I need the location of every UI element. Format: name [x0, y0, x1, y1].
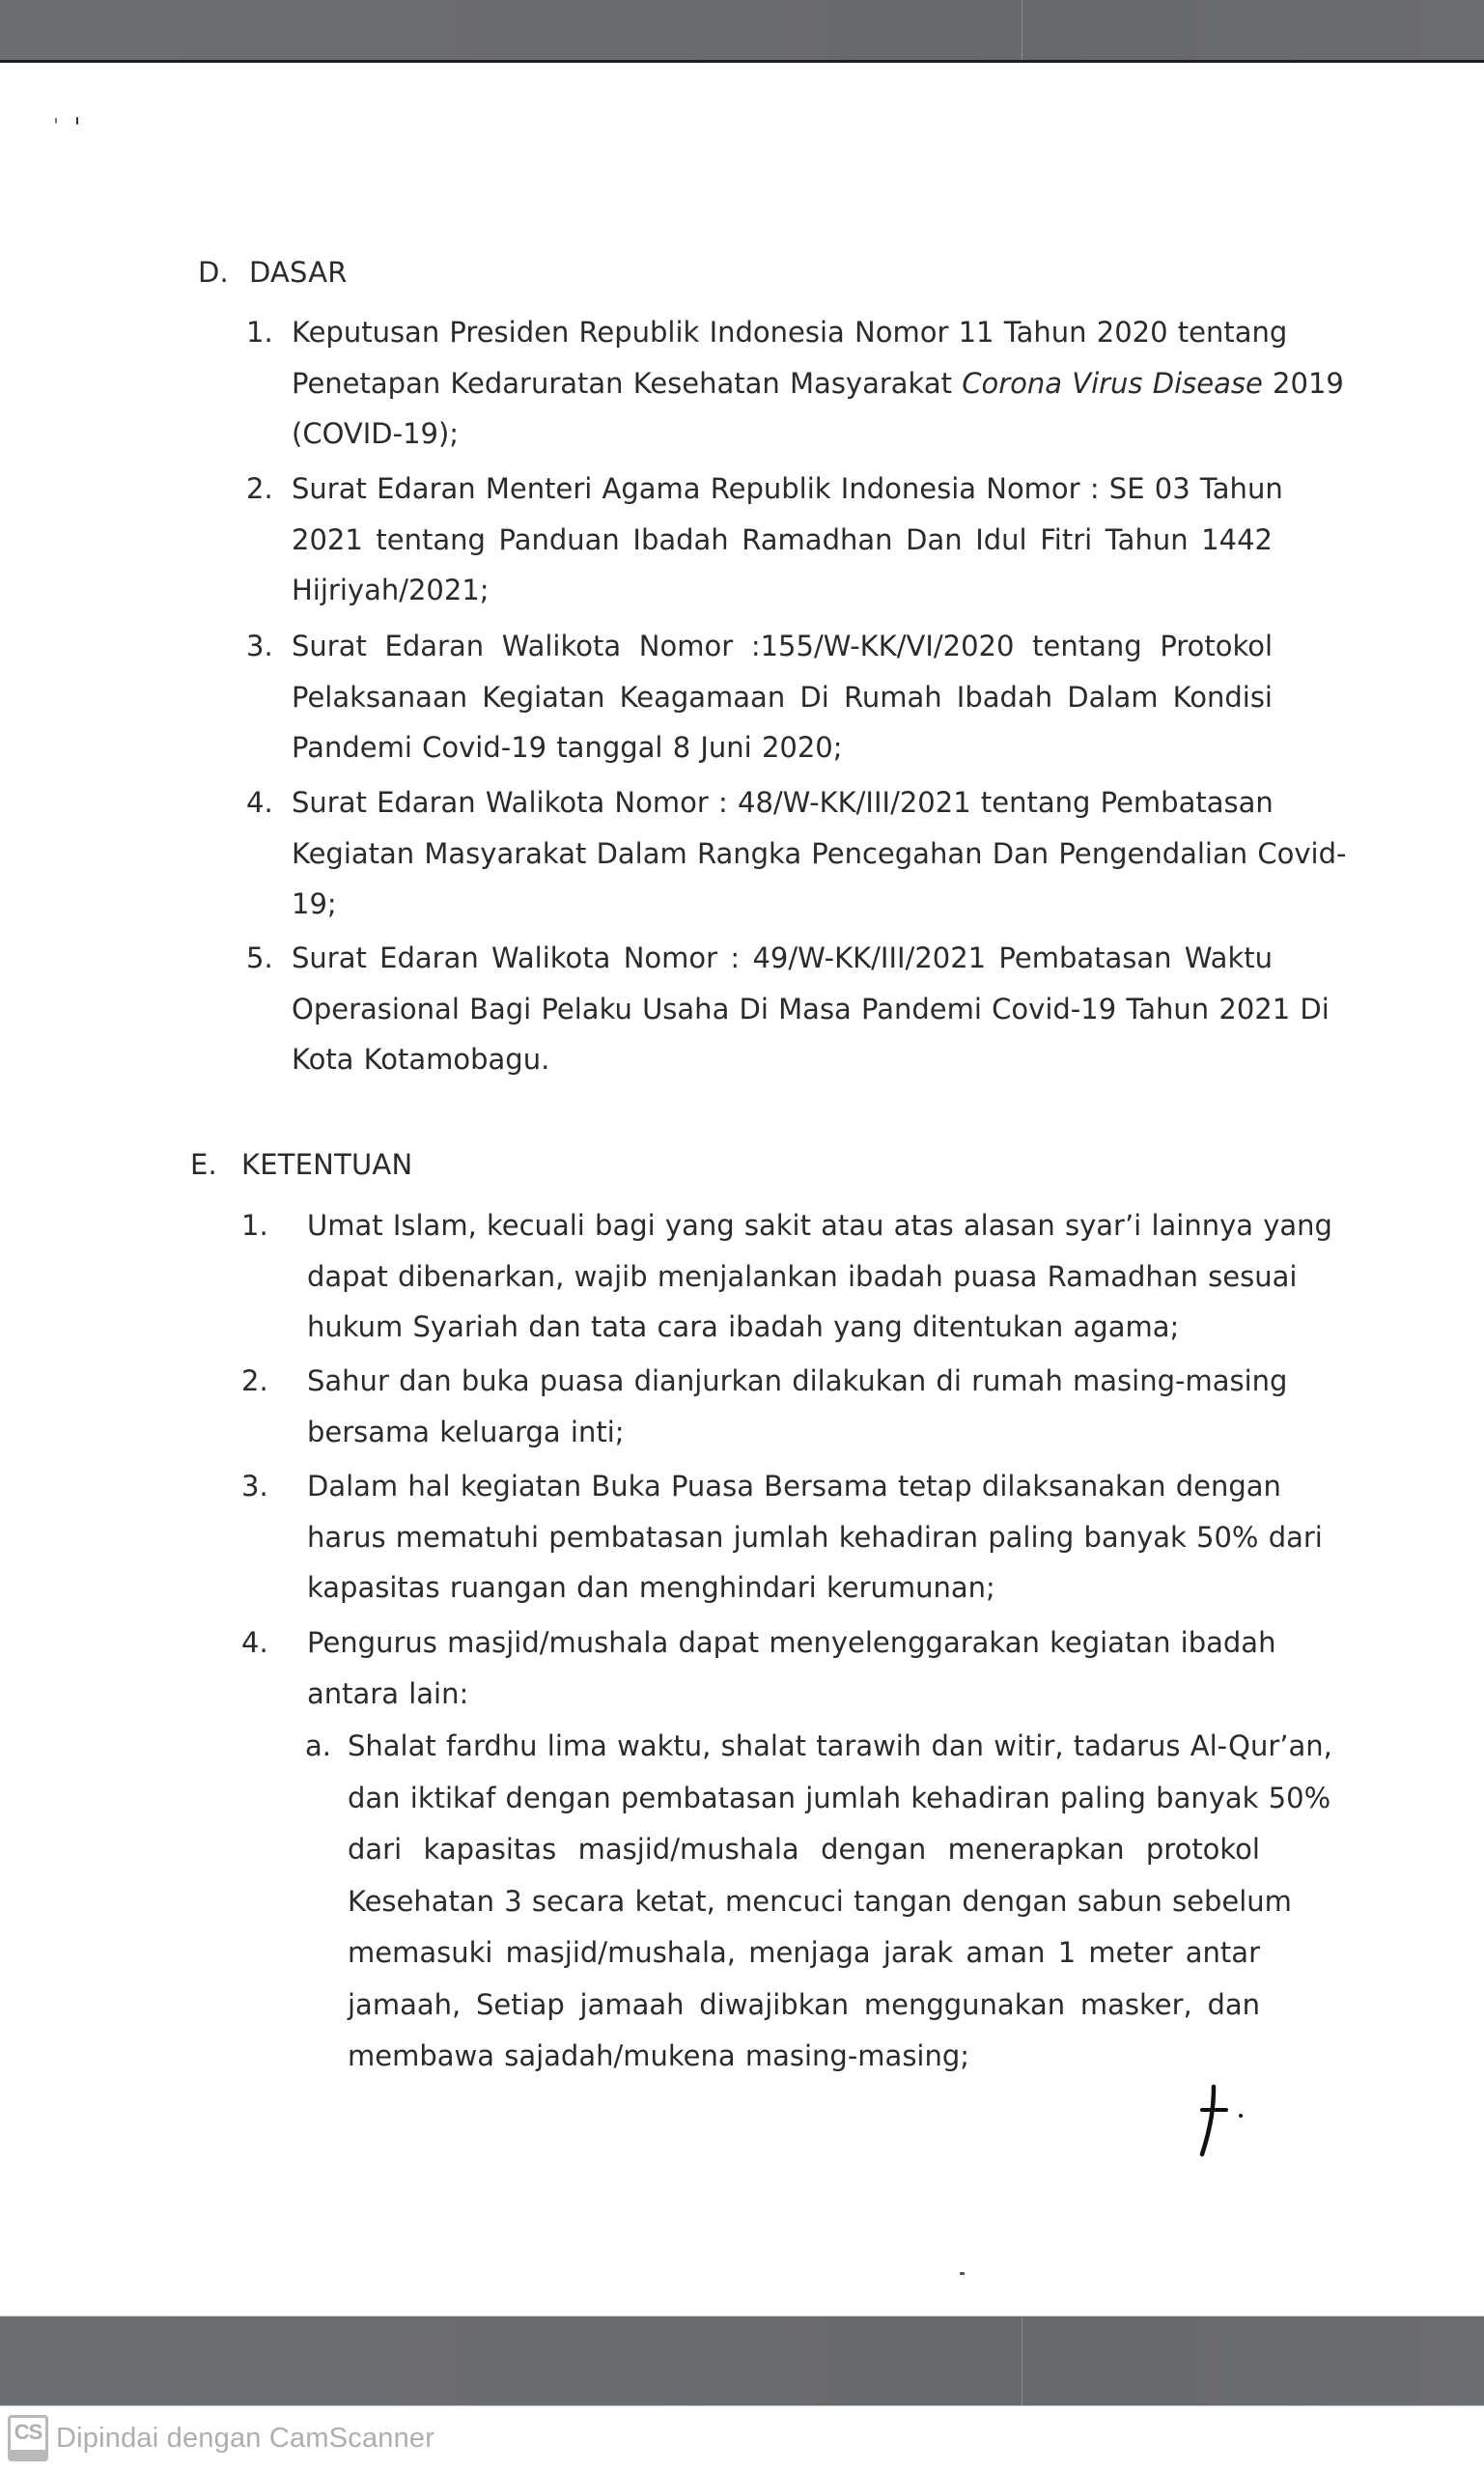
text-segment: Penetapan Kedaruratan Kesehatan Masyarakat — [292, 366, 963, 400]
scan-speck — [55, 118, 57, 124]
italic-term: Corona Virus Disease — [962, 366, 1263, 400]
list-number: 1. — [246, 316, 273, 349]
text-line: Surat Edaran Walikota Nomor : 48/W-KK/III/2021 tentang Pembatasan — [292, 786, 1274, 819]
section-marker: D. — [198, 256, 229, 289]
text-line — [292, 358, 1344, 409]
list-number: 4. — [246, 786, 273, 819]
list-item-text — [307, 1461, 1323, 1614]
list-item-text — [292, 933, 1330, 1085]
scan-speck — [76, 117, 78, 125]
text-line: (COVID-19); — [292, 417, 460, 450]
list-item-text — [292, 777, 1347, 930]
list-number: 3. — [246, 630, 273, 662]
text-line: bersama keluarga inti; — [307, 1415, 625, 1448]
text-line: Dalam hal kegiatan Buka Puasa Bersama tetap dilaksanakan dengan — [307, 1470, 1281, 1503]
list-number: 2. — [241, 1364, 268, 1397]
text-line: Keputusan Presiden Republik Indonesia Nomor 11 Tahun 2020 tentang — [292, 316, 1288, 349]
text-line: memasuki masjid/mushala, menjaga jarak aman 1 meter antar — [348, 1936, 1260, 1969]
text-line: dan iktikaf dengan pembatasan jumlah kehadiran paling banyak 50% — [348, 1781, 1331, 1814]
text-line: Umat Islam, kecuali bagi yang sakit atau atas alasan syar’i lainnya yang — [307, 1209, 1332, 1242]
camscanner-watermark — [8, 2414, 434, 2462]
list-item-text — [307, 1200, 1332, 1353]
text-line: kapasitas ruangan dan menghindari kerumunan; — [307, 1571, 995, 1604]
list-number: 3. — [241, 1470, 268, 1503]
text-line: Shalat fardhu lima waktu, shalat tarawih dan witir, tadarus Al-Qur’an, — [348, 1729, 1332, 1762]
text-line: jamaah, Setiap jamaah diwajibkan menggunakan masker, dan — [348, 1987, 1260, 2021]
section-marker: E. — [190, 1148, 217, 1181]
text-line: 19; — [292, 887, 337, 920]
text-line: Pelaksanaan Kegiatan Keagamaan Di Rumah Ibadah Dalam Kondisi — [292, 680, 1273, 714]
section-heading-dasar — [198, 255, 348, 290]
text-line: harus mematuhi pembatasan jumlah kehadiran paling banyak 50% dari — [307, 1520, 1323, 1554]
text-line: Surat Edaran Walikota Nomor :155/W-KK/VI/2020 tentang Protokol — [292, 630, 1273, 662]
text-line: 2021 tentang Panduan Ibadah Ramadhan Dan Idul Fitri Tahun 1442 — [292, 522, 1273, 556]
section-title: KETENTUAN — [241, 1148, 413, 1181]
text-line: Kegiatan Masyarakat Dalam Rangka Pencegahan Dan Pengendalian Covid- — [292, 836, 1347, 870]
list-item-text — [292, 621, 1273, 773]
camscanner-label: Dipindai dengan CamScanner — [56, 2422, 435, 2454]
scan-bottom-border — [0, 2316, 1484, 2406]
camscanner-logo-text: CS — [14, 2420, 42, 2444]
sub-list-letter: a. — [305, 1729, 331, 1762]
list-number: 2. — [246, 472, 273, 505]
list-item-text — [307, 1356, 1288, 1457]
list-item-text — [292, 307, 1344, 460]
text-line: membawa sajadah/mukena masing-masing; — [348, 2039, 970, 2072]
sub-list-item-text — [348, 1721, 1332, 2083]
text-line: Operasional Bagi Pelaku Usaha Di Masa Pandemi Covid-19 Tahun 2021 Di — [292, 992, 1330, 1025]
text-line: Surat Edaran Menteri Agama Republik Indonesia Nomor : SE 03 Tahun — [292, 472, 1283, 505]
list-item-text — [292, 464, 1283, 616]
text-line: dapat dibenarkan, wajib menjalankan ibadah puasa Ramadhan sesuai — [307, 1259, 1298, 1293]
scan-top-border — [0, 0, 1484, 63]
initial-signature-mark — [1197, 2081, 1255, 2168]
list-number: 1. — [241, 1209, 268, 1242]
list-number: 5. — [246, 941, 273, 974]
text-line: Sahur dan buka puasa dianjurkan dilakukan di rumah masing-masing — [307, 1364, 1288, 1397]
section-title: DASAR — [249, 256, 348, 289]
text-line: Hijriyah/2021; — [292, 574, 490, 606]
section-heading-ketentuan — [190, 1147, 412, 1182]
text-segment: 2019 — [1262, 366, 1344, 400]
text-line: Surat Edaran Walikota Nomor : 49/W-KK/III/2021 Pembatasan Waktu — [292, 941, 1273, 974]
text-line: Kesehatan 3 secara ketat, mencuci tangan dengan sabun sebelum — [348, 1884, 1292, 1918]
camscanner-logo-icon — [8, 2415, 48, 2461]
scan-speck — [960, 2272, 965, 2275]
text-line: Pandemi Covid-19 tanggal 8 Juni 2020; — [292, 731, 843, 764]
text-line: antara lain: — [307, 1676, 469, 1710]
camscanner-logo-foot — [11, 2450, 45, 2458]
list-number: 4. — [241, 1626, 268, 1659]
text-line: hukum Syariah dan tata cara ibadah yang ditentukan agama; — [307, 1310, 1180, 1343]
text-line: Pengurus masjid/mushala dapat menyelenggarakan kegiatan ibadah — [307, 1626, 1276, 1659]
list-item-text — [307, 1617, 1276, 1719]
text-line: Kota Kotamobagu. — [292, 1043, 550, 1076]
text-line: dari kapasitas masjid/mushala dengan menerapkan protokol — [348, 1833, 1260, 1866]
